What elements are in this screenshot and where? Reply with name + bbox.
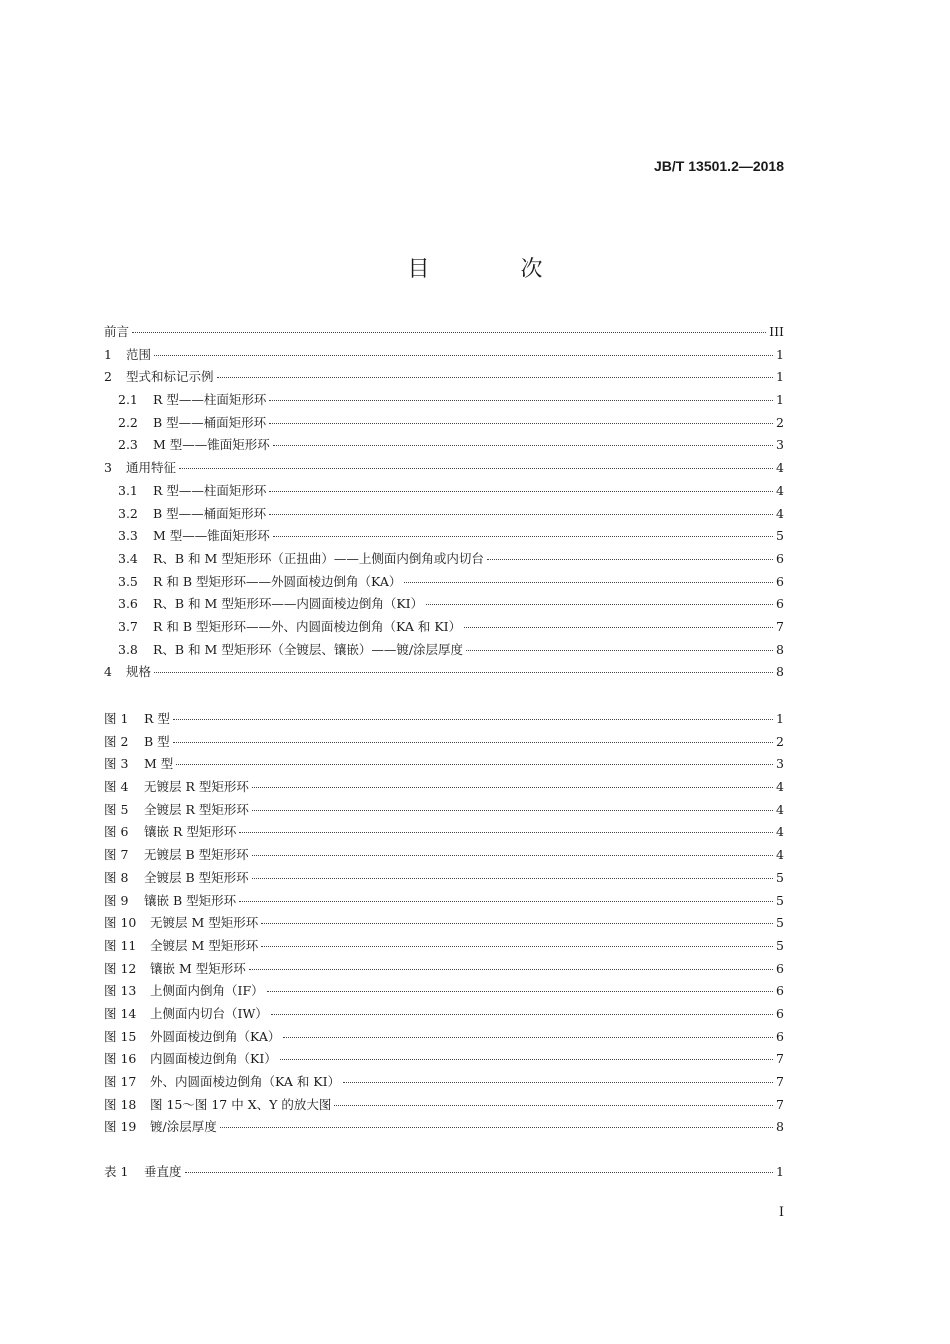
page-title: 目 次 [407,257,585,282]
toc-entry-label: R 型——柱面矩形环 [153,392,267,408]
dot-leader [252,810,773,811]
figures-entry-label: 无镀层 R 型矩形环 [144,779,249,795]
toc-entry-page: 6 [776,596,784,612]
toc-entry-label: 通用特征 [126,460,177,476]
figures-entry[interactable] [104,936,784,959]
figures-entry-number: 图 12 [104,960,137,976]
figures-entry[interactable] [104,800,784,823]
figures-entry[interactable] [104,981,784,1004]
figures-entry-label: 上侧面内倒角（IF） [150,983,264,999]
toc-entry-number: 3 [104,460,112,476]
figures-entry[interactable] [104,1004,784,1027]
figures-entry[interactable] [104,891,784,914]
toc-entry-number: 2.3 [118,437,138,453]
dot-leader [269,400,773,401]
figures-entry-label: 镀/涂层厚度 [150,1119,217,1135]
figures-entry-number: 图 9 [104,892,129,908]
tables-entry-number: 表 1 [104,1164,129,1179]
figures-entry-page: 7 [776,1074,784,1089]
figures-entry-number: 图 15 [104,1028,137,1044]
toc-entry-number: 3.7 [118,618,138,634]
dot-leader [249,969,773,970]
figures-entry-number: 图 11 [104,937,137,953]
toc-entry-page: 6 [776,573,784,589]
dot-leader [269,423,773,424]
figures-entry-label: 全镀层 B 型矩形环 [144,869,249,885]
figures-entry-number: 图 7 [104,847,129,863]
dot-leader [269,491,773,492]
figures-entry-label: B 型 [144,733,170,749]
toc-entry-page: 2 [776,414,784,430]
toc-entry[interactable] [104,504,784,527]
toc-entry[interactable] [104,662,784,685]
dot-leader [220,1127,773,1128]
dot-leader [261,923,773,924]
toc-entry-page: 1 [776,369,784,385]
dot-leader [252,878,773,879]
toc-entry-page: 5 [776,528,784,544]
figures-entry[interactable] [104,1027,784,1050]
dot-leader [464,627,773,628]
figures-entry-page: 5 [776,869,784,885]
toc-entry-number: 1 [104,346,112,362]
figures-entry-page: 4 [776,847,784,863]
figures-entry[interactable] [104,754,784,777]
toc-entry-label: R、B 和 M 型矩形环（正扭曲）——上侧面内倒角或内切台 [153,550,484,566]
toc-entry[interactable] [104,322,784,345]
figures-entry-number: 图 10 [104,915,137,931]
toc-entry-label: R 和 B 型矩形环——外、内圆面棱边倒角（KA 和 KI） [153,618,462,634]
dot-leader [280,1059,773,1060]
figures-entry[interactable] [104,777,784,800]
figures-entry-page: 5 [776,915,784,931]
figures-entry-label: 镶嵌 M 型矩形环 [150,960,246,976]
toc-entry-page: 4 [776,482,784,498]
dot-leader [252,787,773,788]
figures-entry-number: 图 18 [104,1096,137,1112]
toc-entry-number: 3.6 [118,596,138,612]
dot-leader [269,514,773,515]
toc-entry-number: 3.3 [118,528,138,544]
dot-leader [334,1105,773,1106]
dot-leader [252,855,773,856]
toc-entry-page: 6 [776,550,784,566]
figures-entry-number: 图 1 [104,711,129,726]
figures-entry[interactable] [104,1049,784,1072]
figures-entry-page: 5 [776,937,784,953]
toc-entry[interactable] [104,413,784,436]
toc-entry-label: R 和 B 型矩形环——外圆面棱边倒角（KA） [153,573,402,589]
figures-entry-number: 图 16 [104,1051,137,1067]
toc-entry-number: 3.2 [118,505,138,521]
figures-entry-label: 无镀层 B 型矩形环 [144,847,249,863]
toc-entry[interactable] [104,435,784,458]
figures-entry-label: 图 15～图 17 中 X、Y 的放大图 [150,1096,332,1112]
dot-leader [466,650,773,651]
toc-entry-label: B 型——桶面矩形环 [153,414,267,430]
figures-entry-page: 7 [776,1096,784,1112]
toc-entry[interactable] [104,390,784,413]
toc-entry-label: R 型——柱面矩形环 [153,482,267,498]
dot-leader [173,719,773,720]
dot-leader [154,672,773,673]
dot-leader [273,445,773,446]
figures-entry-label: 镶嵌 B 型矩形环 [144,892,237,908]
toc-entry-page: 8 [776,641,784,657]
figures-entry[interactable] [104,709,784,732]
toc-entry-number: 3.1 [118,482,138,498]
figures-entry-page: 4 [776,779,784,795]
figures-entry[interactable] [104,732,784,755]
tables-entry-page: 1 [776,1164,784,1179]
figures-entry-number: 图 13 [104,983,137,999]
toc-entry-label: 范围 [126,346,152,362]
toc-entry-label: 规格 [126,664,152,680]
toc-entry-page: 1 [776,392,784,408]
toc-entry-page: 1 [776,346,784,362]
figures-entry-number: 图 8 [104,869,129,885]
figures-entry-label: 全镀层 M 型矩形环 [150,937,259,953]
toc-entry-label: M 型——锥面矩形环 [153,437,270,453]
dot-leader [132,332,766,333]
toc-tables [104,1162,784,1185]
figures-entry[interactable] [104,1117,784,1140]
toc-entry-number: 3.4 [118,550,138,566]
toc-entry[interactable] [104,640,784,663]
page-number: I [778,1205,784,1220]
dot-leader [179,468,773,469]
toc-entry-page: 3 [776,437,784,453]
toc-entry-number: 4 [104,664,112,680]
figures-entry-number: 图 2 [104,733,129,749]
figures-entry-page: 2 [776,733,784,749]
figures-entry-page: 1 [776,711,784,726]
toc-entry-number: 3.5 [118,573,138,589]
dot-leader [173,742,773,743]
dot-leader [271,1014,773,1015]
tables-entry-label: 垂直度 [144,1164,182,1179]
figures-entry-label: 镶嵌 R 型矩形环 [144,824,237,840]
toc-entry-label: R、B 和 M 型矩形环——内圆面棱边倒角（KI） [153,596,424,612]
toc-sections [104,322,784,685]
dot-leader [273,536,773,537]
toc-entry-label: R、B 和 M 型矩形环（全镀层、镶嵌）——镀/涂层厚度 [153,641,464,657]
dot-leader [404,582,773,583]
toc-entry[interactable] [104,617,784,640]
figures-entry[interactable] [104,1095,784,1118]
toc-entry[interactable] [104,345,784,368]
figures-entry-number: 图 17 [104,1074,137,1089]
figures-entry-page: 8 [776,1119,784,1135]
figures-entry[interactable] [104,845,784,868]
figures-entry-page: 6 [776,1005,784,1021]
figures-entry-number: 图 14 [104,1005,137,1021]
figures-entry[interactable] [104,959,784,982]
toc-entry[interactable] [104,594,784,617]
figures-entry-number: 图 4 [104,779,129,795]
toc-figures [104,709,784,1140]
toc-entry-number: 2.2 [118,414,138,430]
figures-entry-label: M 型 [144,756,174,772]
figures-entry-page: 6 [776,960,784,976]
toc-entry[interactable] [104,549,784,572]
figures-entry-label: 上侧面内切台（IW） [150,1005,268,1021]
toc-entry[interactable] [104,481,784,504]
figures-entry-label: 无镀层 M 型矩形环 [150,915,259,931]
toc-entry-page: 8 [776,664,784,680]
figures-entry[interactable] [104,868,784,891]
figures-entry-label: 外、内圆面棱边倒角（KA 和 KI） [150,1074,341,1089]
dot-leader [176,764,773,765]
figures-entry-label: 内圆面棱边倒角（KI） [150,1051,277,1067]
figures-entry-page: 4 [776,824,784,840]
dot-leader [239,901,773,902]
figures-entry-label: 全镀层 R 型矩形环 [144,801,249,817]
toc-entry-label: 型式和标记示例 [126,369,214,385]
dot-leader [261,946,773,947]
toc-entry-number: 3.8 [118,641,138,657]
figures-entry-page: 7 [776,1051,784,1067]
figures-entry-page: 3 [776,756,784,772]
tables-entry[interactable] [104,1162,784,1185]
toc-entry-label: 前言 [104,324,130,339]
figures-entry-page: 6 [776,1028,784,1044]
dot-leader [487,559,773,560]
toc-entry-page: 4 [776,505,784,521]
figures-entry-label: 外圆面棱边倒角（KA） [150,1028,281,1044]
toc-entry[interactable] [104,526,784,549]
toc-entry-number: 2.1 [118,392,138,408]
toc-entry-label: M 型——锥面矩形环 [153,528,270,544]
dot-leader [267,991,773,992]
dot-leader [283,1037,773,1038]
toc-entry-page: 7 [776,618,784,634]
dot-leader [217,377,773,378]
toc-entry[interactable] [104,572,784,595]
figures-entry-label: R 型 [144,711,170,726]
figures-entry-number: 图 3 [104,756,129,772]
dot-leader [185,1172,773,1173]
toc-entry[interactable] [104,367,784,390]
dot-leader [426,604,773,605]
toc-entry-page: 4 [776,460,784,476]
dot-leader [343,1082,773,1083]
figures-entry-page: 6 [776,983,784,999]
dot-leader [239,832,773,833]
figures-entry-number: 图 6 [104,824,129,840]
toc-entry[interactable] [104,458,784,481]
figures-entry[interactable] [104,913,784,936]
toc-entry-label: B 型——桶面矩形环 [153,505,267,521]
figures-entry-page: 5 [776,892,784,908]
figures-entry[interactable] [104,822,784,845]
toc-entry-number: 2 [104,369,112,385]
figures-entry-number: 图 19 [104,1119,137,1135]
document-code: JB/T 13501.2—2018 [654,158,784,174]
figures-entry-page: 4 [776,801,784,817]
toc-entry-page: III [769,324,784,339]
figures-entry-number: 图 5 [104,801,129,817]
dot-leader [154,355,773,356]
figures-entry[interactable] [104,1072,784,1095]
